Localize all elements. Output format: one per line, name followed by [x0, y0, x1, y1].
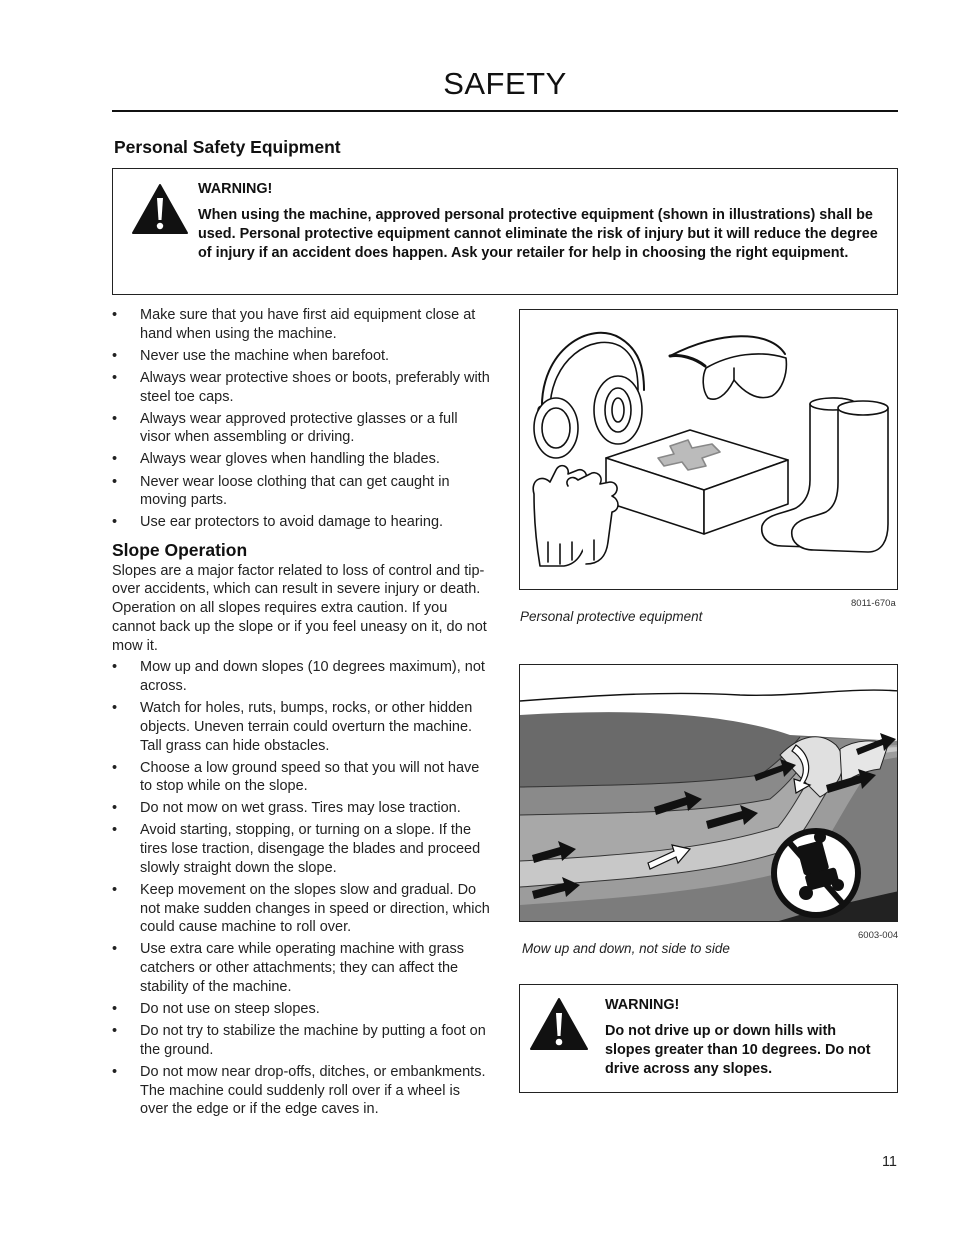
- warning-body: When using the machine, approved personal protective equipment (shown in illustrations) shall be used. Personal protective equipment cannot eliminate the risk of injury but it will reduce the degree of injury if an accident does happen. Ask your retailer for help in choosing the right equipment.: [198, 207, 878, 261]
- warning-triangle-icon: [529, 997, 589, 1051]
- left-column: [112, 306, 492, 1122]
- page-title: SAFETY: [443, 66, 567, 101]
- page-number: 11: [881, 1154, 897, 1170]
- figure-caption-ppe: Personal protective equipment: [520, 609, 703, 624]
- safety-glasses-icon: [670, 336, 786, 399]
- list-item: • Use ear protectors to avoid damage to hearing.: [112, 514, 444, 531]
- slope-illustration: [520, 665, 898, 922]
- slope-bullet-list: [112, 658, 492, 1119]
- first-aid-kit-icon: [606, 430, 788, 534]
- list-item: • Always wear approved protective glasses or a full visor when assembling or driving.: [112, 410, 458, 446]
- list-item: • Never use the machine when barefoot.: [112, 347, 390, 364]
- ear-muffs-icon: [534, 333, 644, 458]
- warning-box-slope: [519, 984, 898, 1093]
- list-item: • Always wear protective shoes or boots, preferably with steel toe caps.: [112, 369, 490, 405]
- warning-box-ppe: [112, 168, 898, 295]
- list-item: • Use extra care while operating machine with grass catchers or other attachments; they can affect the stability of the machine.: [112, 941, 464, 995]
- list-item: • Choose a low ground speed so that you will not have to stop while on the slope.: [112, 759, 480, 795]
- figure-ppe: [519, 309, 898, 590]
- warning-text-slope: [605, 996, 883, 1079]
- warning-text-ppe: [198, 180, 879, 263]
- list-item: • Keep movement on the slopes slow and gradual. Do not make sudden changes in speed or direction, which could cause machine to roll over.: [112, 881, 490, 936]
- list-item: • Mow up and down slopes (10 degrees maximum), not across.: [112, 659, 485, 694]
- list-item: • Never wear loose clothing that can get caught in moving parts.: [112, 473, 450, 509]
- list-item: • Do not mow on wet grass. Tires may lose traction.: [112, 800, 461, 817]
- figure-code-slope: 6003-004: [858, 930, 899, 941]
- list-item: • Do not mow near drop-offs, ditches, or embankments. The machine could suddenly roll over if a wheel is over the edge or if the edge caves in.: [112, 1063, 486, 1118]
- figure-slope: [519, 664, 898, 922]
- warning-triangle-icon: [131, 183, 189, 235]
- section-heading-personal-safety: Personal Safety Equipment: [114, 137, 341, 157]
- figure-code-ppe: 8011-670a: [851, 598, 896, 609]
- title-rule: [112, 110, 898, 112]
- list-item: • Do not try to stabilize the machine by putting a foot on the ground.: [112, 1023, 486, 1058]
- slope-intro: Slopes are a major factor related to loss of control and tip-over accidents, which can result in severe injury or death. Operation on all slopes requires extra caution. If you cannot back up the slope or if you feel uneasy on it, do not mow it.: [112, 562, 487, 654]
- list-item: • Watch for holes, ruts, bumps, rocks, or other hidden objects. Uneven terrain could overturn the machine. Tall grass can hide obstacles.: [112, 700, 473, 754]
- ppe-illustration: [520, 310, 898, 590]
- list-item: • Avoid starting, stopping, or turning on a slope. If the tires lose traction, disengage the blades and proceed slowly straight down the slope.: [112, 822, 481, 876]
- warning-body: Do not drive up or down hills with slopes greater than 10 degrees. Do not drive across any slopes.: [605, 1023, 871, 1077]
- list-item: • Do not use on steep slopes.: [112, 1000, 320, 1017]
- ppe-bullet-list: [112, 306, 492, 532]
- warning-label: WARNING!: [198, 181, 273, 197]
- no-sideways-mowing-icon: [774, 831, 858, 915]
- list-item: • Always wear gloves when handling the blades.: [112, 451, 440, 468]
- list-item: • Make sure that you have first aid equipment close at hand when using the machine.: [112, 307, 476, 342]
- section-heading-slope: Slope Operation: [112, 540, 248, 561]
- figure-caption-slope: Mow up and down, not side to side: [522, 941, 730, 956]
- warning-label: WARNING!: [605, 997, 680, 1013]
